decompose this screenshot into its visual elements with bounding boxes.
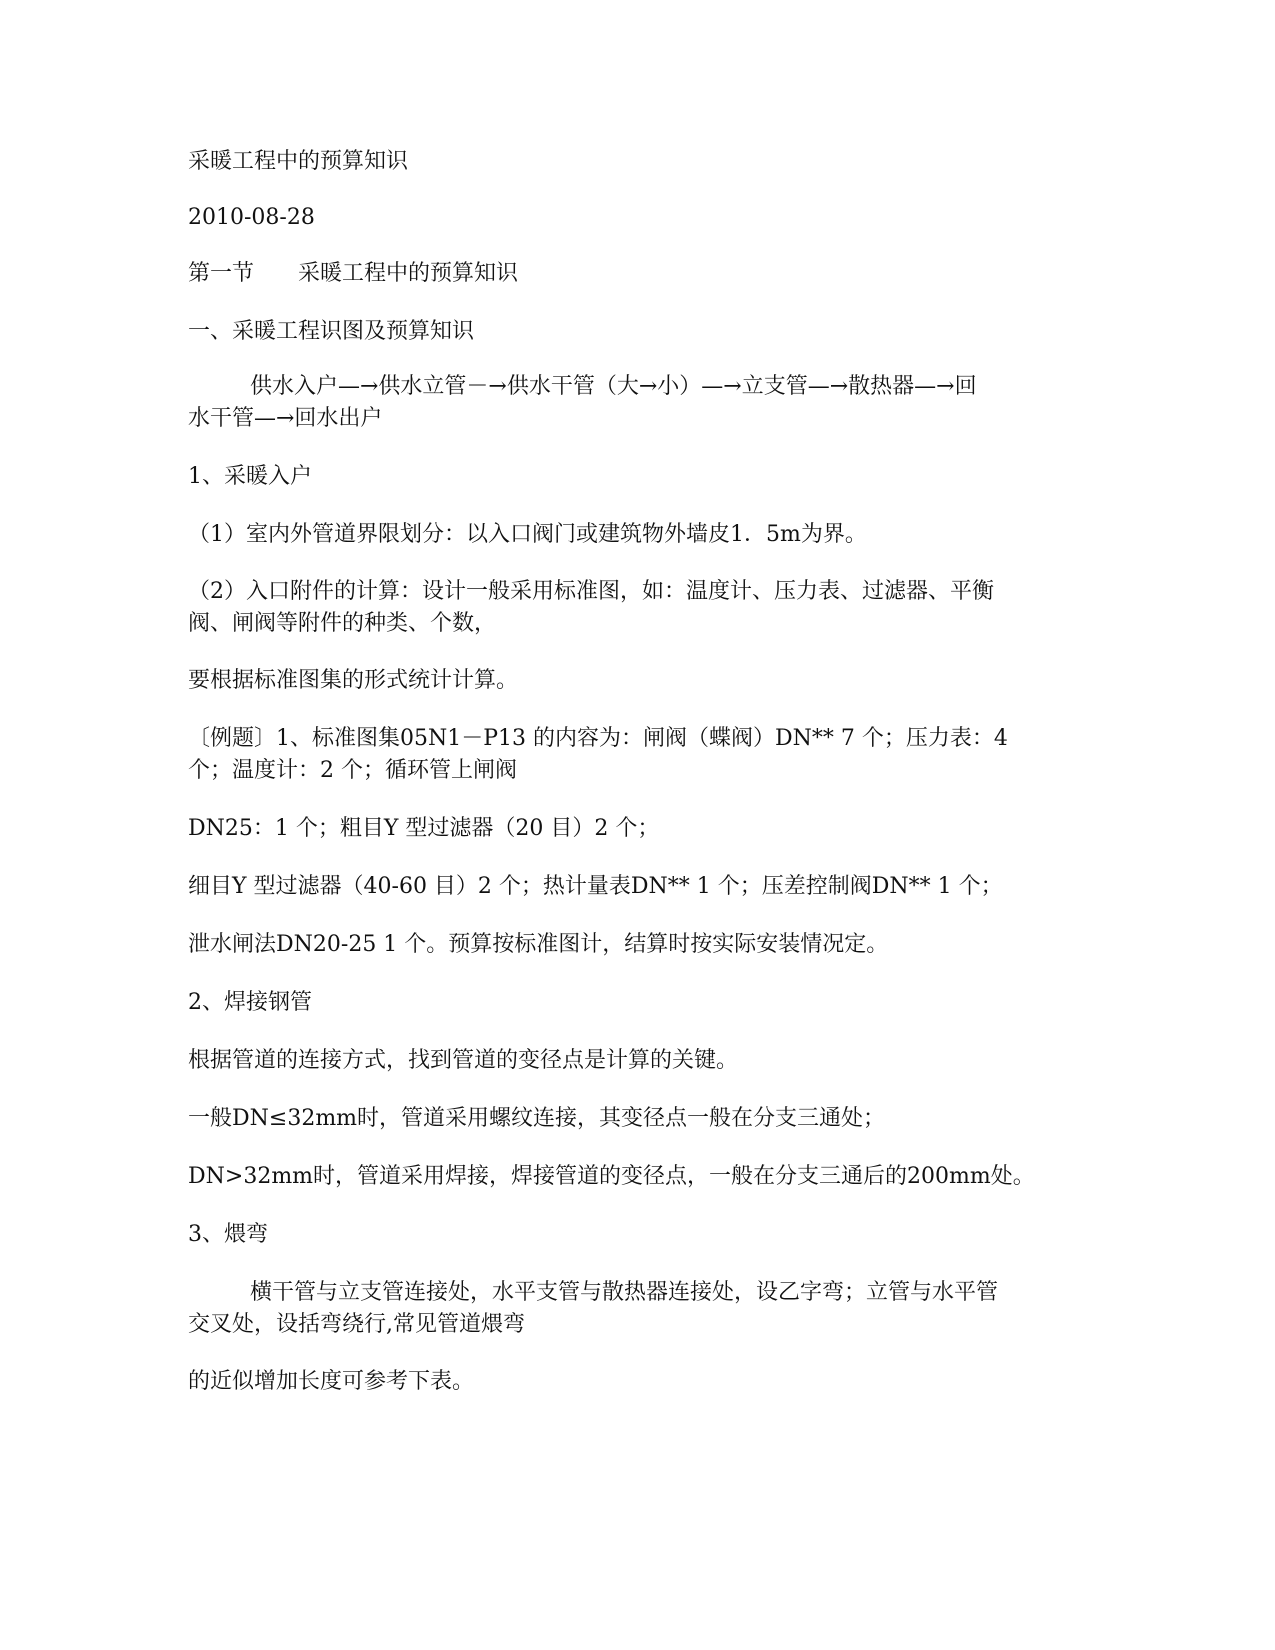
item-2-paragraph-3: DN>32mm时，管道采用焊接，焊接管道的变径点，一般在分支三通后的200mm处。 — [188, 1164, 1035, 1189]
example-line-5: 泄水闸法DN20-25 1 个。预算按标准图计，结算时按实际安装情况定。 — [188, 932, 889, 957]
item-1-paragraph-2-line-2: 阀、闸阀等附件的种类、个数， — [188, 611, 497, 636]
item-1-heading: 1、采暖入户 — [188, 464, 312, 489]
flow-line-1: 供水入户—→供水立管－→供水干管（大→小）—→立支管—→散热器—→回 — [250, 374, 977, 399]
item-1-paragraph-3: 要根据标准图集的形式统计计算。 — [188, 668, 519, 693]
document-date: 2010-08-28 — [188, 205, 315, 230]
item-1-paragraph-1: （1）室内外管道界限划分：以入口阀门或建筑物外墙皮1．5m为界。 — [188, 522, 867, 547]
item-3-paragraph-2: 的近似增加长度可参考下表。 — [188, 1369, 475, 1394]
item-2-paragraph-1: 根据管道的连接方式，找到管道的变径点是计算的关键。 — [188, 1048, 739, 1073]
item-3-paragraph-1 — [188, 1277, 1088, 1341]
document-title: 采暖工程中的预算知识 — [188, 149, 409, 174]
example-line-1: 〔例题〕1、标准图集05N1－P13 的内容为：闸阀（蝶阀）DN** 7 个；压力表：4 — [188, 726, 1008, 751]
item-3-paragraph-1-line-2: 交叉处，设括弯绕行,常见管道煨弯 — [188, 1312, 525, 1337]
item-2-heading: 2、焊接钢管 — [188, 990, 312, 1015]
item-2-paragraph-2: 一般DN≤32mm时，管道采用螺纹连接，其变径点一般在分支三通处； — [188, 1106, 886, 1131]
example-line-2: 个；温度计：2 个；循环管上闸阀 — [188, 758, 517, 783]
flow-line-2: 水干管—→回水出户 — [188, 406, 383, 431]
flow-paragraph — [188, 371, 1088, 435]
item-3-paragraph-1-line-1: 横干管与立支管连接处，水平支管与散热器连接处，设乙字弯；立管与水平管 — [250, 1280, 999, 1305]
subsection-heading: 一、采暖工程识图及预算知识 — [188, 319, 475, 344]
item-1-paragraph-2-line-1: （2）入口附件的计算：设计一般采用标准图，如：温度计、压力表、过滤器、平衡 — [188, 579, 994, 604]
example-line-3: DN25：1 个；粗目Y 型过滤器（20 目）2 个； — [188, 816, 660, 841]
section-heading: 第一节 采暖工程中的预算知识 — [188, 261, 519, 286]
item-3-heading: 3、煨弯 — [188, 1222, 268, 1247]
example-line-4: 细目Y 型过滤器（40-60 目）2 个；热计量表DN** 1 个；压差控制阀DN** 1 个； — [188, 874, 1003, 899]
